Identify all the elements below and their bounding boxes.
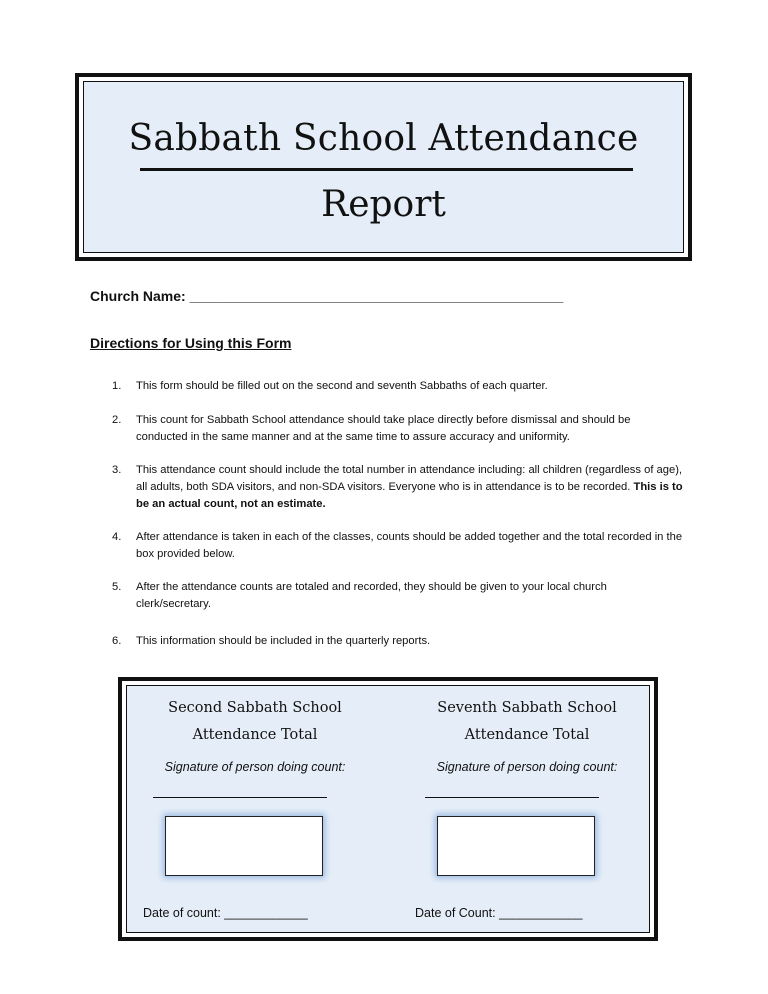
direction-text-bold: This is to be an actual count, not an estimate. (136, 481, 683, 510)
second-date-of-count[interactable]: Date of count: ____________ (143, 906, 308, 920)
direction-item (104, 462, 684, 513)
direction-item (104, 378, 684, 395)
church-name-label: Church Name: (90, 288, 186, 304)
second-signature-label: Signature of person doing count: (164, 760, 346, 774)
direction-number: 1. (112, 380, 122, 392)
direction-text: This attendance count should include the total number in attendance including: all children (regardless of age), all adults, both SDA visitors, and non-SDA visitors. Everyone who is in attendance is to be recorded. (136, 464, 683, 493)
seventh-date-of-count[interactable]: Date of Count: ____________ (415, 906, 583, 920)
direction-text: This form should be filled out on the second and seventh Sabbaths of each quarter. (136, 380, 548, 392)
seventh-sabbath-subtitle: Attendance Total (464, 727, 590, 743)
direction-text: This count for Sabbath School attendance should take place directly before dismissal and should be conducted in the same manner and at the same time to assure accuracy and uniformity. (136, 414, 631, 443)
second-signature-line[interactable] (153, 797, 327, 798)
church-name-field[interactable] (90, 288, 563, 304)
direction-number: 3. (112, 464, 122, 476)
attendance-box (118, 677, 658, 941)
page-title-line2: Report (321, 184, 446, 225)
attendance-box-inner (126, 685, 650, 933)
second-sabbath-subtitle: Attendance Total (192, 727, 318, 743)
direction-text: After attendance is taken in each of the classes, counts should be added together and the total recorded in the box provided below. (136, 531, 683, 560)
direction-number: 4. (112, 531, 122, 543)
seventh-sabbath-section (407, 686, 647, 932)
seventh-sabbath-title: Seventh Sabbath School (437, 700, 617, 716)
direction-number: 5. (112, 581, 122, 593)
direction-item (104, 529, 684, 563)
seventh-signature-label: Signature of person doing count: (436, 760, 618, 774)
title-box (75, 73, 692, 261)
direction-text: After the attendance counts are totaled and recorded, they should be given to your local church clerk/secretary. (136, 581, 607, 610)
title-divider (140, 168, 633, 171)
direction-item (104, 579, 684, 613)
directions-list (104, 378, 684, 650)
page-title: Sabbath School Attendance (128, 118, 639, 159)
directions-heading: Directions for Using this Form (90, 335, 292, 351)
seventh-attendance-count-box[interactable] (437, 816, 595, 876)
direction-item (104, 633, 684, 650)
second-sabbath-title: Second Sabbath School (168, 700, 342, 716)
direction-number: 2. (112, 414, 122, 426)
seventh-signature-line[interactable] (425, 797, 599, 798)
direction-text: This information should be included in the quarterly reports. (136, 635, 431, 647)
title-box-inner (83, 81, 684, 253)
church-name-blank[interactable]: ________________________________________________ (189, 288, 564, 304)
second-sabbath-section (135, 686, 375, 932)
direction-number: 6. (112, 635, 122, 647)
second-attendance-count-box[interactable] (165, 816, 323, 876)
direction-item (104, 412, 684, 446)
